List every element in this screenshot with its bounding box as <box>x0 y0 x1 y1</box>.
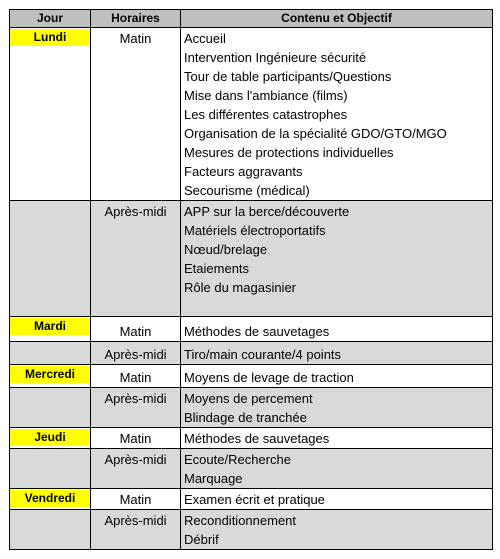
content-item: Marquage <box>184 471 243 486</box>
content-item: Mesures de protections individuelles <box>184 145 394 160</box>
content-cell <box>181 201 493 317</box>
session-row <box>10 449 493 489</box>
session-row <box>10 388 493 428</box>
header-contenu: Contenu et Objectif <box>181 10 493 28</box>
content-cell <box>181 388 493 428</box>
content-item: Organisation de la spécialité GDO/GTO/MGO <box>184 126 447 141</box>
content-item: Secourisme (médical) <box>184 183 310 198</box>
content-cell <box>181 28 493 201</box>
content-cell <box>181 317 493 342</box>
day-label: Vendredi <box>10 490 90 507</box>
session-row <box>10 489 493 510</box>
session-row <box>10 317 493 342</box>
content-cell <box>181 449 493 489</box>
day-cell <box>10 510 91 550</box>
content-item: Matériels électroportatifs <box>184 223 326 238</box>
day-cell <box>10 317 91 342</box>
blank-line <box>184 297 492 316</box>
content-item: Intervention Ingénieure sécurité <box>184 50 367 65</box>
day-label: Mercredi <box>10 366 90 383</box>
content-cell <box>181 489 493 510</box>
content-item: Tour de table participants/Questions <box>184 69 392 84</box>
session-row <box>10 510 493 550</box>
time-slot: Matin <box>91 365 181 388</box>
content-item: Examen écrit et pratique <box>184 492 325 507</box>
session-row <box>10 428 493 449</box>
content-item: Méthodes de sauvetages <box>184 431 330 446</box>
content-item: Nœud/brelage <box>184 242 268 257</box>
time-slot: Après-midi <box>91 201 181 317</box>
session-row <box>10 342 493 365</box>
day-cell <box>10 342 91 365</box>
content-item: Accueil <box>184 31 226 46</box>
day-cell <box>10 28 91 201</box>
day-label: Mardi <box>10 318 90 335</box>
content-item: Les différentes catastrophes <box>184 107 348 122</box>
content-item: Méthodes de sauvetages <box>184 324 330 339</box>
content-item: Débrif <box>184 532 219 547</box>
schedule-sheet <box>9 9 492 550</box>
content-item: Facteurs aggravants <box>184 164 303 179</box>
time-slot: Après-midi <box>91 388 181 428</box>
day-cell <box>10 428 91 449</box>
time-slot: Matin <box>91 317 181 342</box>
content-item: Moyens de percement <box>184 391 313 406</box>
time-slot: Matin <box>91 428 181 449</box>
content-cell <box>181 342 493 365</box>
time-slot: Matin <box>91 28 181 201</box>
day-cell <box>10 449 91 489</box>
time-slot: Après-midi <box>91 342 181 365</box>
day-label: Lundi <box>10 29 90 46</box>
day-cell <box>10 201 91 317</box>
content-cell <box>181 365 493 388</box>
content-cell <box>181 428 493 449</box>
content-item: Ecoute/Recherche <box>184 452 291 467</box>
content-cell <box>181 510 493 550</box>
content-item: Mise dans l'ambiance (films) <box>184 88 348 103</box>
day-label: Jeudi <box>10 429 90 446</box>
header-horaires: Horaires <box>91 10 181 28</box>
day-cell <box>10 489 91 510</box>
content-item: Blindage de tranchée <box>184 410 307 425</box>
content-item: Etaiements <box>184 261 250 276</box>
day-cell <box>10 388 91 428</box>
content-item: Rôle du magasinier <box>184 280 297 295</box>
content-item: APP sur la berce/découverte <box>184 204 350 219</box>
schedule-body <box>10 28 493 550</box>
day-cell <box>10 365 91 388</box>
time-slot: Après-midi <box>91 449 181 489</box>
content-item: Reconditionnement <box>184 513 297 528</box>
session-row <box>10 365 493 388</box>
session-row <box>10 201 493 317</box>
content-item: Moyens de levage de traction <box>184 370 354 385</box>
time-slot: Après-midi <box>91 510 181 550</box>
time-slot: Matin <box>91 489 181 510</box>
content-item: Tiro/main courante/4 points <box>184 347 342 362</box>
weekly-schedule-table <box>9 9 493 550</box>
header-row <box>10 10 493 28</box>
session-row <box>10 28 493 201</box>
header-jour: Jour <box>10 10 91 28</box>
